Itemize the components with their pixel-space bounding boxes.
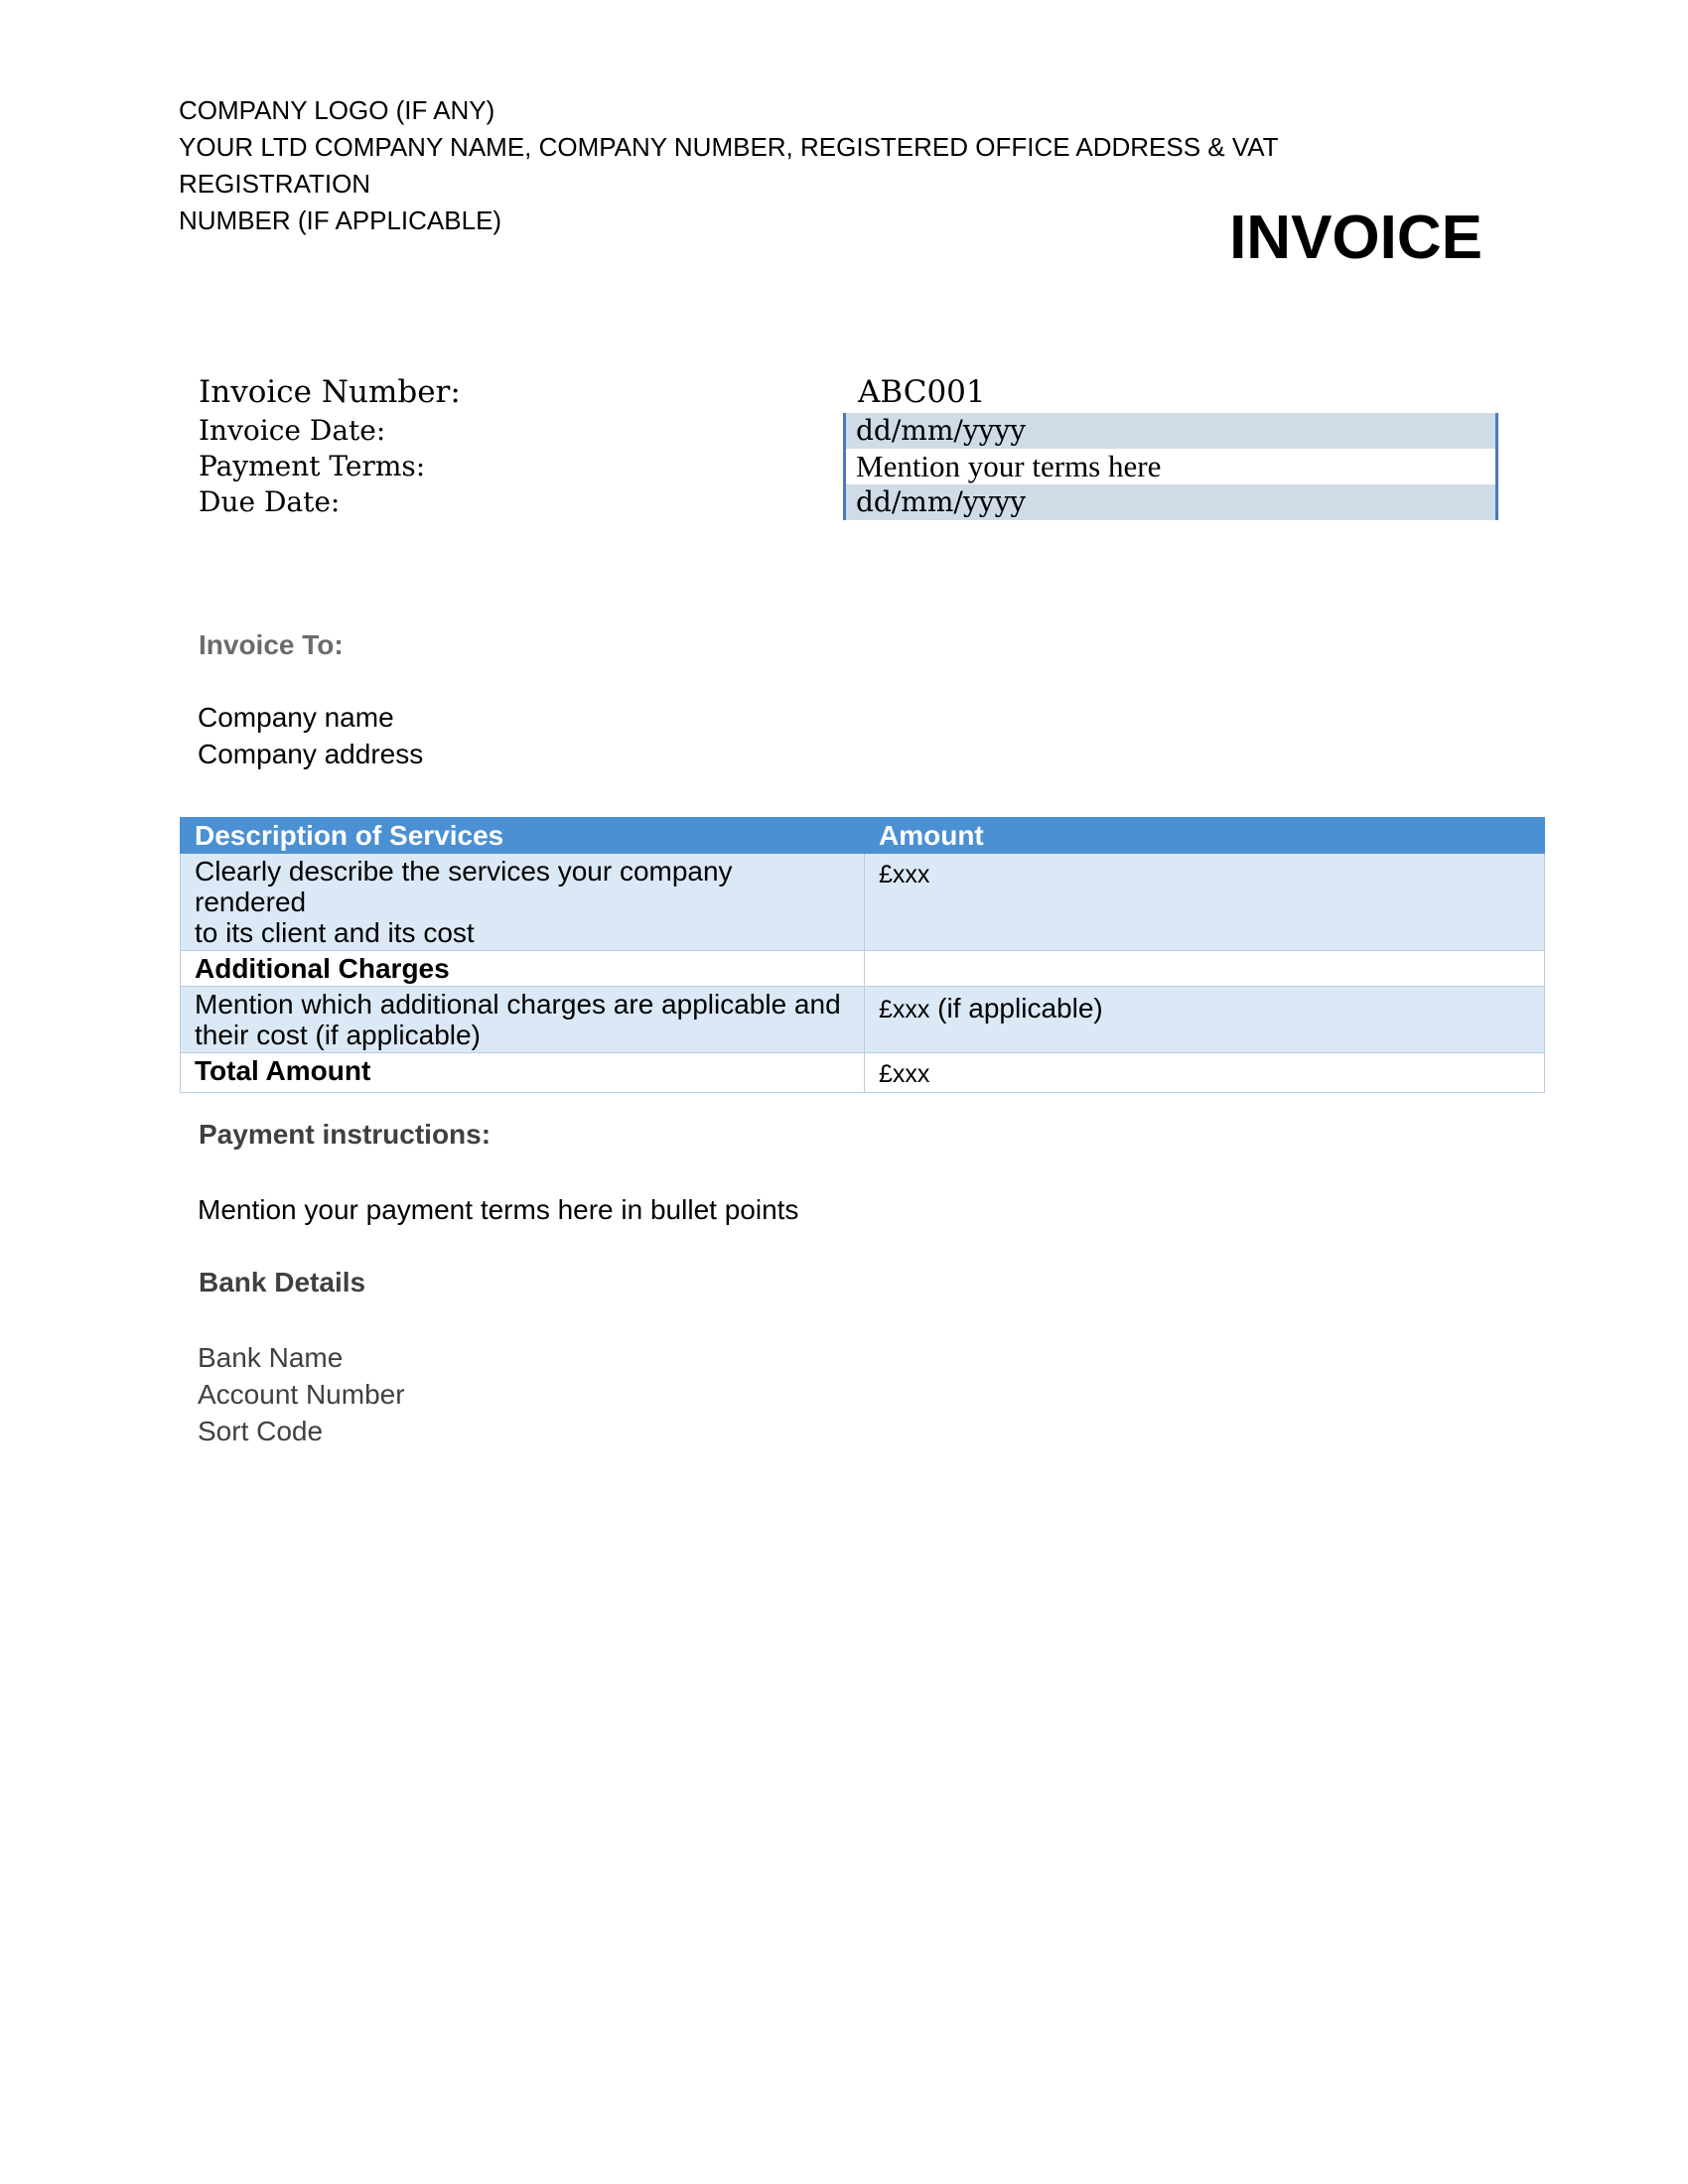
table-row xyxy=(181,987,1545,1053)
description-column-header: Description of Services xyxy=(181,818,865,854)
amount-column-header: Amount xyxy=(865,818,1545,854)
additional-charges-heading-amount-cell[interactable] xyxy=(865,951,1545,987)
company-details-line-2: NUMBER (IF APPLICABLE) xyxy=(179,205,502,235)
additional-charges-amount: £xxx xyxy=(879,996,930,1024)
client-company-address[interactable]: Company address xyxy=(198,739,424,769)
invoice-number-value[interactable]: ABC001 xyxy=(858,374,986,410)
total-amount-value-cell[interactable]: £xxx xyxy=(865,1053,1545,1093)
table-row xyxy=(181,1053,1545,1093)
payment-terms-text[interactable]: Mention your payment terms here in bullet points xyxy=(198,1194,799,1225)
bank-details-heading: Bank Details xyxy=(199,1267,366,1297)
payment-terms-label: Payment Terms: xyxy=(199,450,426,482)
table-row xyxy=(181,854,1545,951)
additional-charges-amount-note: (if applicable) xyxy=(929,993,1103,1024)
due-date-value[interactable]: dd/mm/yyyy xyxy=(843,484,1498,520)
invoice-title: INVOICE xyxy=(1229,204,1482,272)
additional-charges-description-cell[interactable] xyxy=(181,987,865,1053)
invoice-date-value[interactable]: dd/mm/yyyy xyxy=(843,413,1498,449)
due-date-label: Due Date: xyxy=(199,485,341,518)
service-description-line-1: Clearly describe the services your company rendered xyxy=(195,856,733,917)
client-company-name[interactable]: Company name xyxy=(198,702,394,733)
company-logo-placeholder: COMPANY LOGO (IF ANY) xyxy=(179,95,495,125)
bank-name[interactable]: Bank Name xyxy=(198,1342,344,1373)
additional-charges-line-2: their cost (if applicable) xyxy=(195,1020,481,1050)
additional-charges-heading-cell: Additional Charges xyxy=(181,951,865,987)
additional-charges-line-1: Mention which additional charges are applicable and xyxy=(195,989,841,1020)
service-amount-cell[interactable]: £xxx xyxy=(865,854,1545,951)
table-row xyxy=(181,951,1545,987)
total-amount-label-cell: Total Amount xyxy=(181,1053,865,1093)
sort-code[interactable]: Sort Code xyxy=(198,1416,324,1446)
invoice-date-label: Invoice Date: xyxy=(199,414,386,447)
invoice-to-heading: Invoice To: xyxy=(199,629,344,660)
additional-charges-amount-cell[interactable] xyxy=(865,987,1545,1053)
table-header-row xyxy=(181,818,1545,854)
account-number[interactable]: Account Number xyxy=(198,1379,405,1410)
payment-terms-value[interactable]: Mention your terms here xyxy=(843,449,1498,484)
service-description-cell[interactable] xyxy=(181,854,865,951)
payment-instructions-heading: Payment instructions: xyxy=(199,1119,492,1150)
services-table xyxy=(180,817,1545,1093)
company-details-line-1: YOUR LTD COMPANY NAME, COMPANY NUMBER, REGISTERED OFFICE ADDRESS & VAT REGISTRATION xyxy=(179,132,1279,199)
service-description-line-2: to its client and its cost xyxy=(195,917,475,948)
invoice-number-label: Invoice Number: xyxy=(199,374,461,410)
